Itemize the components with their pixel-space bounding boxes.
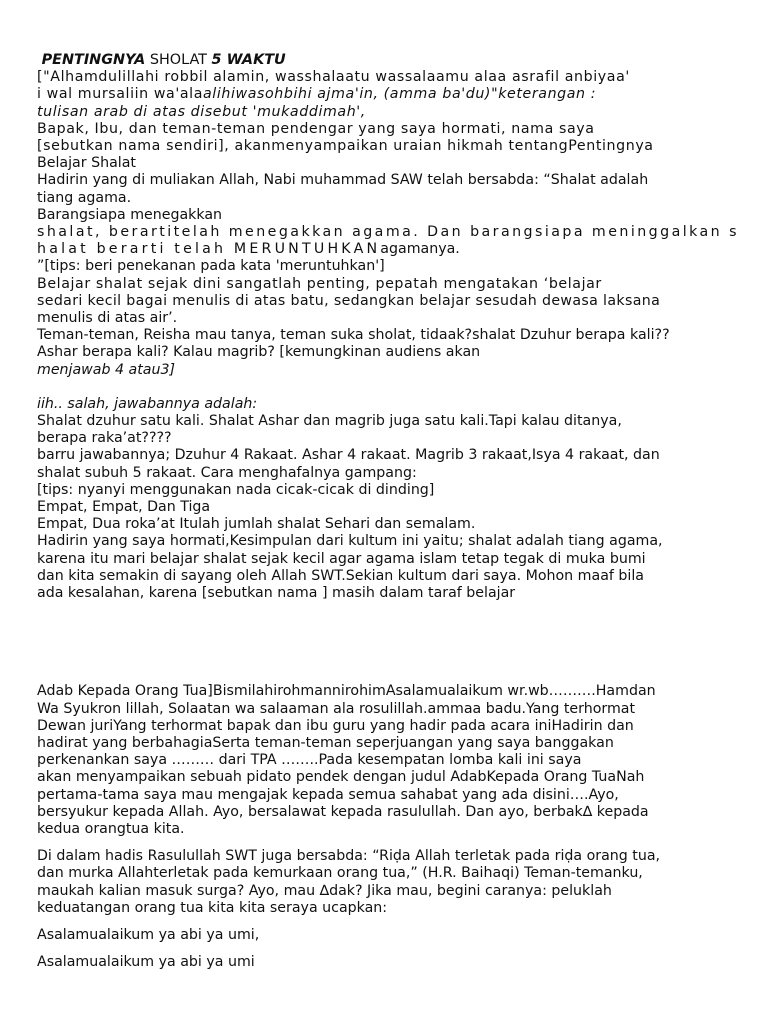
paragraph-gap xyxy=(37,917,737,927)
title-part-5-waktu: 5 WAKTU xyxy=(211,52,286,68)
text-line: ada kesalahan, karena [sebutkan nama ] masih dalam taraf belajar xyxy=(37,585,516,602)
text-run-italic: keterangan : xyxy=(498,86,597,103)
text-line: bersyukur kepada Allah. Ayo, bersalawat kepada rasulullah. Dan ayo, berbak∆ kepada xyxy=(37,803,649,820)
text-line: Asalamualaikum ya abi ya umi, xyxy=(37,926,260,943)
text-line: Empat, Dua roka’at Itulah jumlah shalat Sehari dan semalam. xyxy=(37,516,476,533)
title-part-sholat: SHOLAT xyxy=(145,52,212,68)
text-line: menjawab 4 atau3] xyxy=(37,361,176,378)
text-line: Belajar shalat sejak dini sangatlah penting, pepatah mengatakan ‘belajar xyxy=(37,275,602,292)
text-line: ”[tips: beri penekanan pada kata 'meruntuhkan'] xyxy=(37,258,385,275)
text-line: berapa raka’at???? xyxy=(37,430,172,447)
text-line: tulisan arab di atas disebut 'mukaddimah', xyxy=(37,103,366,120)
text-line: Di dalam hadis Rasulullah SWT juga bersabda: “Riḍa Allah terletak pada riḍa orang tua, xyxy=(37,848,661,865)
text-line: Shalat dzuhur satu kali. Shalat Ashar dan magrib juga satu kali.Tapi kalau ditanya, xyxy=(37,413,622,430)
text-line: dan murka Allahterletak pada kemurkaan orang tua,” (H.R. Baihaqi) Teman-temanku, xyxy=(37,865,643,882)
text-line: pertama-tama saya mau mengajak kepada semua sahabat yang ada disini….Ayo, xyxy=(37,786,619,803)
text-line: sedari kecil bagai menulis di atas batu, sedangkan belajar sesudah dewasa laksana xyxy=(37,292,661,309)
text-run: Pentingnya xyxy=(568,138,654,155)
document-title xyxy=(37,52,737,69)
blank-space xyxy=(37,602,737,683)
text-line: Hadirin yang saya hormati,Kesimpulan dari kultum ini yaitu; shalat adalah tiang agama, xyxy=(37,533,663,550)
text-line: kedua orangtua kita. xyxy=(37,820,185,837)
text-line xyxy=(37,138,737,155)
blank-line xyxy=(37,379,737,396)
text-run: menyampaikan uraian hikmah tentang xyxy=(271,138,569,155)
paragraph-gap xyxy=(37,944,737,954)
text-line: Adab Kepada Orang Tua]BismilahirohmannirohimAsalamualaikum wr.wb……….Hamdan xyxy=(37,683,656,700)
text-line: Hadirin yang di muliakan Allah, Nabi muhammad SAW telah bersabda: “Shalat adalah xyxy=(37,172,649,189)
text-run: [sebutkan nama sendiri], akan xyxy=(37,138,272,155)
text-line: tiang agama. xyxy=(37,189,132,206)
text-line: dan kita semakin di sayang oleh Allah SWT.Sekian kultum dari saya. Mohon maaf bila xyxy=(37,567,644,584)
text-line: [tips: nyanyi menggunakan nada cicak-cicak di dinding] xyxy=(37,481,435,498)
text-line: hadirat yang berbahagiaSerta teman-teman seperjuangan yang saya banggakan xyxy=(37,734,614,751)
text-line: iih.. salah, jawabannya adalah: xyxy=(37,395,258,412)
text-line: Empat, Empat, Dan Tiga xyxy=(37,499,211,516)
text-line: Belajar Shalat xyxy=(37,155,136,172)
document-page xyxy=(37,52,737,971)
text-line: Dewan juriYang terhormat bapak dan ibu guru yang hadir pada acara iniHadirin dan xyxy=(37,717,634,734)
text-line: keduatangan orang tua kita kita seraya ucapkan: xyxy=(37,899,388,916)
text-line: Barangsiapa menegakkan xyxy=(37,206,223,223)
text-line: Wa Syukron lillah, Solaatan wa salaaman ala rosulillah.ammaa badu.Yang terhormat xyxy=(37,700,636,717)
text-line: Bapak, Ibu, dan teman-teman pendengar yang saya hormati, nama saya xyxy=(37,120,595,137)
text-line xyxy=(37,241,737,258)
text-line: perkenankan saya ……… dari TPA ……..Pada kesempatan lomba kali ini saya xyxy=(37,752,582,769)
text-run-italic: alihiwasohbihi ajma'in, (amma ba'du)" xyxy=(203,86,499,103)
text-run: i wal mursaliin wa'ala xyxy=(37,86,203,103)
text-line: akan menyampaikan sebuah pidato pendek dengan judul AdabKepada Orang TuaNah xyxy=(37,769,645,786)
text-line: Teman-teman, Reisha mau tanya, teman suka sholat, tidaak?shalat Dzuhur berapa kali?? xyxy=(37,327,670,344)
paragraph-gap xyxy=(37,838,737,848)
text-line: maukah kalian masuk surga? Ayo, mau ∆dak? Jika mau, begini caranya: peluklah xyxy=(37,882,612,899)
text-run: halat berarti telah MERUNTUHKAN xyxy=(37,241,381,258)
text-line: shalat subuh 5 rakaat. Cara menghafalnya gampang: xyxy=(37,464,417,481)
text-line: Asalamualaikum ya abi ya umi xyxy=(37,954,255,971)
text-run: agamanya. xyxy=(380,241,460,258)
text-line: ["Alhamdulillahi robbil alamin, wasshalaatu wassalaamu alaa asrafil anbiyaa' xyxy=(37,69,630,86)
text-line: karena itu mari belajar shalat sejak kecil agar agama islam tetap tegak di muka bumi xyxy=(37,550,646,567)
text-line: Ashar berapa kali? Kalau magrib? [kemungkinan audiens akan xyxy=(37,344,481,361)
text-line: menulis di atas air’. xyxy=(37,310,178,327)
text-line xyxy=(37,86,737,103)
text-line: shalat, berartitelah menegakkan agama. Dan barangsiapa meninggalkan s xyxy=(37,224,739,241)
text-line: barru jawabannya; Dzuhur 4 Rakaat. Ashar 4 rakaat. Magrib 3 rakaat,Isya 4 rakaat, dan xyxy=(37,447,660,464)
title-part-pentingnya: PENTINGNYA xyxy=(41,52,146,68)
